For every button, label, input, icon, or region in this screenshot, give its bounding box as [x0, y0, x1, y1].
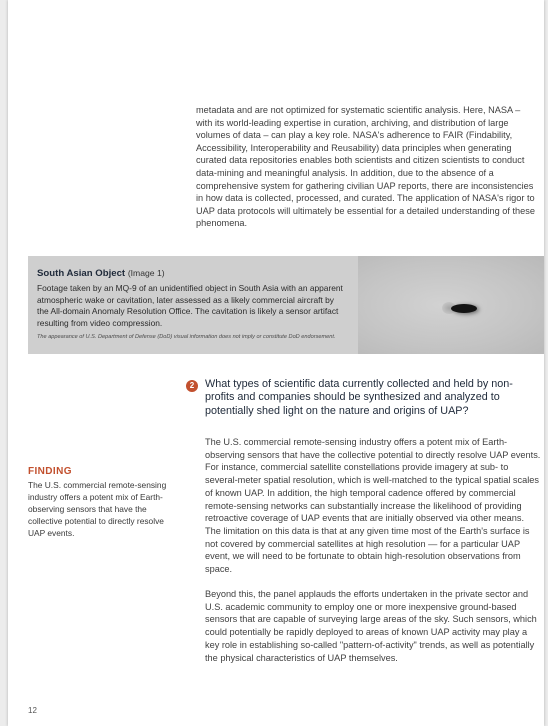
image-number: (Image 1): [127, 268, 165, 278]
body-paragraph-1: The U.S. commercial remote-sensing industry offers a potent mix of Earth-observing sensors that have the collective potential to directly resolve UAP events. For instance, commercial satellite constellations provide imagery at sub- to several-meter spatial resolution, which is well-matched to the typical spatial scales of known UAP. In addition, the high temporal cadence offered by commercial remote-sensing networks can substantially increase the likelihood of providing retroactive coverage of UAP events that are initially observed via other means. The limitation on this data is that at any given time most of the Earth's surface is not covered by commercial satellites at high resolution — for a particular UAP event, we will need to be fortunate to obtain high-resolution observations from space.: [205, 437, 541, 575]
image-title: [37, 267, 347, 280]
body-paragraph-2: Beyond this, the panel applauds the efforts undertaken in the private sector and U.S. academic community to employ one or more inexpensive ground-based sensors that are capable of surveying large areas of the sky. Such sensors, which could potentially be rapidly deployed to areas of known UAP activity may play a key role in establishing so-called "pattern-of-activity" trends, as well as potentially the physical characteristics of UAP themselves.: [205, 589, 537, 663]
finding-sidebar: [28, 466, 180, 539]
uap-photo: [358, 256, 544, 354]
document-page: [8, 0, 544, 726]
page-number: 12: [28, 706, 37, 715]
question-number-badge: 2: [186, 380, 198, 392]
image-caption-box: [28, 256, 544, 354]
intro-paragraph: metadata and are not optimized for systematic scientific analysis. Here, NASA – with its world-leading expertise in curation, archiving, and distribution of large volumes of data – can play a key role. NASA's adherence to FAIR (Findability, Accessibility, Interoperability and Reusability) data principles when generating curated data repositories enables both scientists and citizen scientists to conduct data-mining and meaningful analysis. In addition, due to the absence of a comprehensive system for gathering civilian UAP reports, there are inconsistencies in how data is collected, processed, and curated. The application of NASA's rigor to UAP data protocols will ultimately be essential for a detailed understanding of these phenomena.: [196, 105, 535, 229]
image-disclaimer: The appearance of U.S. Department of Defense (DoD) visual information does not imply or constitute DoD endorsement.: [37, 334, 336, 341]
finding-text: The U.S. commercial remote-sensing industry offers a potent mix of Earth-observing sensors that have the collective potential to directly resolve UAP events.: [28, 480, 167, 538]
finding-title: FINDING: [28, 466, 72, 477]
unidentified-object: [451, 304, 477, 313]
image-title-text: South Asian Object: [37, 268, 126, 279]
image-text-block: [37, 267, 347, 340]
image-caption: Footage taken by an MQ-9 of an unidentified object in South Asia with an apparent atmospheric wake or cavitation, later assessed as a likely commercial aircraft by the All-domain Anomaly Resolution Office. The cavitation is likely a sensor artifact resulting from video compression.: [37, 283, 343, 328]
question-heading: What types of scientific data currently collected and held by non-profits and companies should be synthesized and analyzed to potentially shed light on the nature and origins of UAP?: [205, 378, 513, 417]
